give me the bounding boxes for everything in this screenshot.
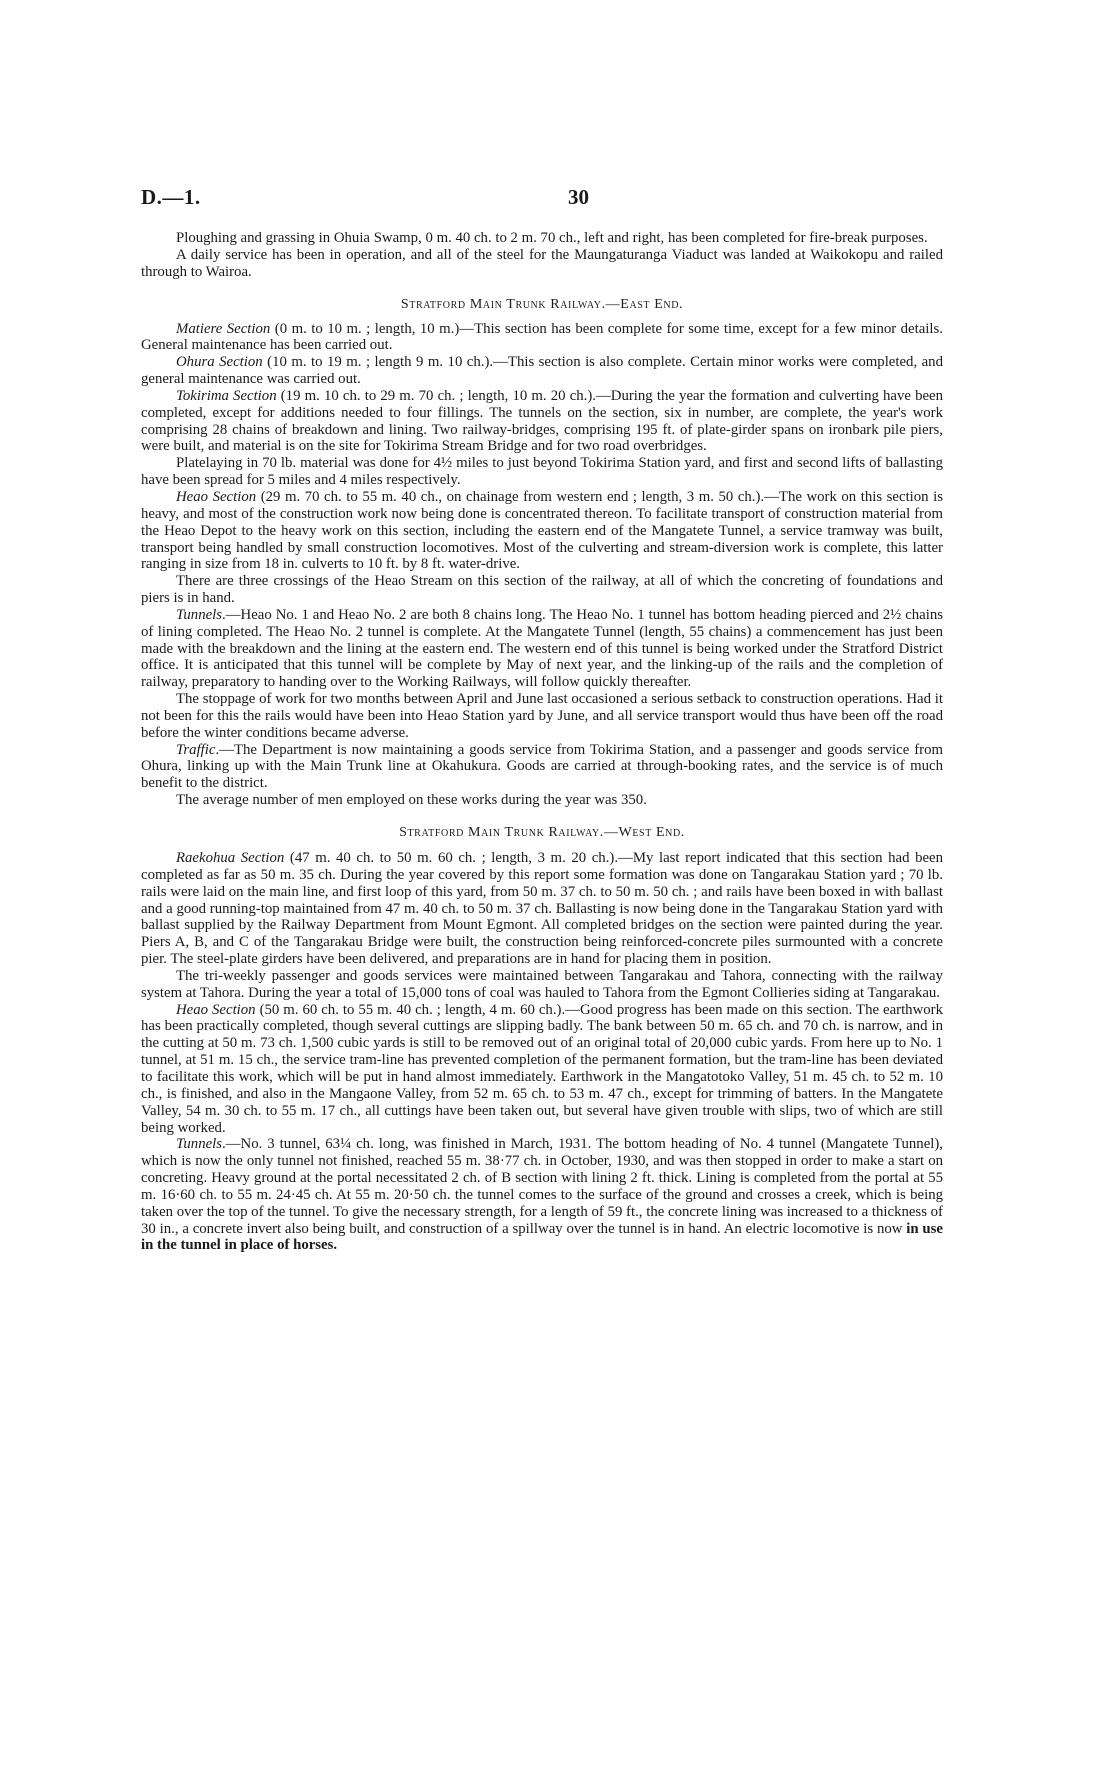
paragraph: [141, 321, 943, 355]
paragraph-text: (10 m. to 19 m. ; length 9 m. 10 ch.).—This section is also complete. Certain minor works were completed, and general maintenance was carried out.: [141, 354, 943, 388]
subsection-title: Raekohua Section: [176, 850, 285, 866]
paragraph: [141, 354, 943, 388]
paragraph: [141, 607, 943, 691]
subsection-title: Tunnels: [176, 606, 223, 623]
subsection-title: Traffic: [176, 741, 216, 758]
section-heading-east-end: Stratford Main Trunk Railway.—East End.: [400, 296, 684, 312]
paragraph: Ploughing and grassing in Ohuia Swamp, 0 m. 40 ch. to 2 m. 70 ch., left and right, has been completed for fire-break purposes.: [176, 230, 928, 246]
paragraph: [141, 850, 943, 968]
paragraph-text: (19 m. 10 ch. to 29 m. 70 ch. ; length, 10 m. 20 ch.).—During the year the formation and culverting have been completed, except for additions needed to four fillings. The tunnels on the section, six in number, are complete, the year's work comprising 28 chains of breakdown and lining. Two railway-bridges, comprising 195 ft. of plate-girder spans on ironbark pile piers, were built, and material is on the site for Tokirima Stream Bridge and for two road overbridges.: [141, 387, 944, 455]
paragraph-text: (29 m. 70 ch. to 55 m. 40 ch., on chainage from western end ; length, 3 m. 50 ch.).—The work on this section is heavy, and most of the construction work now being done is concentrated thereon. To facilitate transport of construction material from the Heao Depot to the heavy work on this section, including the eastern end of the Mangatete Tunnel, a service tramway was built, transport being handled by small construction locomotives. Most of the culverting and stream-diversion work is complete, this latter ranging in size from 18 in. culverts to 10 ft. by 8 ft. water-drive.: [141, 488, 943, 573]
paragraph-text: .—The Department is now maintaining a goods service from Tokirima Station, and a passenger and goods service from Ohura, linking up with the Main Trunk line at Okahukura. Goods are carried at through-booking rates, and the service is of much benefit to the district.: [141, 741, 943, 792]
page-header: [0, 185, 1114, 225]
paragraph: [141, 1002, 943, 1137]
paragraph: The stoppage of work for two months between April and June last occasioned a serious setback to construction operations. Had it not been for this the rails would have been into Heao Station yard by June, and all service transport would thus have been off the road before the winter conditions became adverse.: [141, 691, 943, 741]
paragraph: [141, 742, 943, 793]
subsection-title: Ohura Section: [176, 354, 263, 371]
paragraph: [141, 489, 943, 573]
subsection-title: Heao Section: [176, 1001, 256, 1018]
paragraph-text: (50 m. 60 ch. to 55 m. 40 ch. ; length, 4 m. 60 ch.).—Good progress has been made on this section. The earthwork has been practically completed, though several cuttings are slipping badly. The bank between 50 m. 65 ch. and 70 ch. is narrow, and in the cutting at 50 m. 73 ch. 1,500 cubic yards is still to be removed out of an original total of 20,000 cubic yards. From here up to No. 1 tunnel, at 51 m. 15 ch., the service tram-line has prevented completion of the permanent formation, but the tram-line has been deviated to facilitate this work, which will be put in hand almost immediately. Earthwork in the Mangatotoko Valley, 51 m. 45 ch. to 52 m. 10 ch., is finished, and also in the Mangaone Valley, from 52 m. 65 ch. to 53 m. 47 ch., except for trimming of batters. In the Mangatete Valley, 54 m. 30 ch. to 55 m. 17 ch., all cuttings have been taken out, but several have given trouble with slips, two of which are still being worked.: [141, 1001, 943, 1136]
paragraph: There are three crossings of the Heao Stream on this section of the railway, at all of which the concreting of foundations and piers is in hand.: [141, 573, 943, 607]
subsection-title: Heao Section: [176, 488, 257, 505]
document-body: [141, 230, 943, 1254]
paragraph-text: .—No. 3 tunnel, 63¼ ch. long, was finished in March, 1931. The bottom heading of No. 4 tunnel (Mangatete Tunnel), which is now the only tunnel not finished, reached 55 m. 38·77 ch. in October, 1930, and was then stopped in order to make a start on concreting. Heavy ground at the portal necessitated 2 ch. of B section with lining 2 ft. thick. Lining is completed from the portal at 55 m. 16·60 ch. to 55 m. 24·45 ch. At 55 m. 20·50 ch. the tunnel comes to the surface of the ground and crosses a creek, which is being taken over the top of the tunnel. To give the necessary strength, for a length of 59 ft., the concrete lining was increased to a thickness of 30 in., a concrete invert also being built, and construction of a spillway over the tunnel is in hand. An electric locomotive is now: [141, 1136, 943, 1237]
document-id: D.—1.: [141, 185, 201, 209]
paragraph: The average number of men employed on these works during the year was 350.: [176, 792, 647, 809]
paragraph-text-final: in use in the tunnel in place of horses.: [141, 1220, 943, 1254]
paragraph: [141, 1136, 943, 1254]
page-number: 30: [568, 185, 589, 209]
paragraph-text: (0 m. to 10 m. ; length, 10 m.)—This section has been complete for some time, except for a few minor details. General maintenance has been carried out.: [141, 320, 943, 354]
paragraph: A daily service has been in operation, and all of the steel for the Maungaturanga Viaduct was landed at Waikokopu and railed through to Wairoa.: [141, 246, 943, 280]
subsection-title: Tokirima Section: [176, 387, 277, 404]
section-heading-west-end: Stratford Main Trunk Railway.—West End.: [399, 825, 685, 840]
paragraph: The tri-weekly passenger and goods services were maintained between Tangarakau and Tahora, connecting with the railway system at Tahora. During the year a total of 15,000 tons of coal was hauled to Tahora from the Egmont Collieries siding at Tangarakau.: [141, 967, 943, 1001]
paragraph-text: .—Heao No. 1 and Heao No. 2 are both 8 chains long. The Heao No. 1 tunnel has bottom heading pierced and 2½ chains of lining completed. The Heao No. 2 tunnel is complete. At the Mangatete Tunnel (length, 55 chains) a commencement has just been made with the breakdown and the lining at the eastern end. The western end of this tunnel is being worked under the Stratford District office. It is anticipated that this tunnel will be complete by May of next year, and the linking-up of the rails and the completion of railway, preparatory to handing over to the Working Railways, will follow quickly thereafter.: [141, 606, 943, 691]
paragraph: Platelaying in 70 lb. material was done for 4½ miles to just beyond Tokirima Station yard, and first and second lifts of ballasting have been spread for 5 miles and 4 miles respectively.: [141, 455, 943, 489]
paragraph: [141, 388, 943, 455]
paragraph-text: (47 m. 40 ch. to 50 m. 60 ch. ; length, 3 m. 20 ch.).—My last report indicated that this section had been completed as far as 50 m. 35 ch. During the year covered by this report some formation was done on Tangarakau Station yard ; 70 lb. rails were laid on the main line, and first loop of this yard, from 50 m. 37 ch. to 50 m. 50 ch. ; and rails have been boxed in with ballast and a good running-top maintained from 47 m. 40 ch. to 50 m. 37 ch. Ballasting is now being done in the Tangarakau Station yard with ballast supplied by the Railway Department from Mount Egmont. All completed bridges on the section were painted during the year. Piers A, B, and C of the Tangarakau Bridge were built, the construction being reinforced-concrete piles surmounted with a concrete pier. The steel-plate girders have been delivered, and preparations are in hand for placing them in position.: [141, 850, 943, 968]
subsection-title: Tunnels: [176, 1136, 223, 1153]
subsection-title: Matiere Section: [176, 320, 271, 337]
